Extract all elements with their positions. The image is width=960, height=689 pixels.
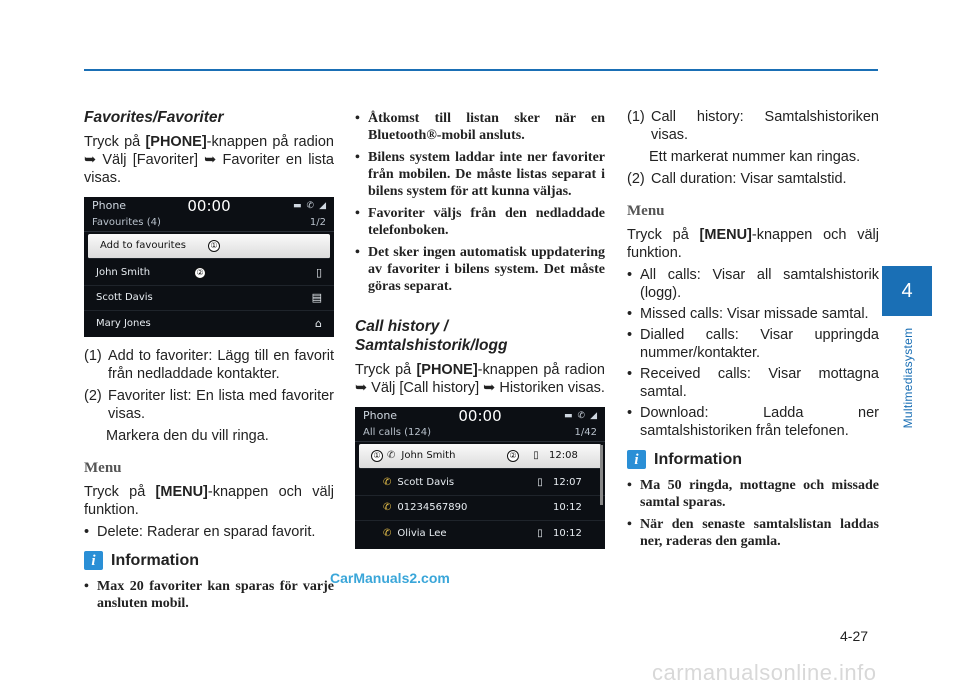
top-rule [84, 69, 878, 71]
favorite-item-mary-jones[interactable]: Mary Jones ⌂ [84, 311, 334, 336]
watermark-carmanuals2: CarManuals2.com [330, 570, 450, 586]
scrollbar[interactable] [600, 445, 603, 505]
office-icon: ▤ [311, 291, 322, 304]
favorites-numbered-list: (1) Add to favoriter: Lägg till en favorit från nedladdade kontakter. (2) Favoriter list: En lista med favoriter visas. [84, 348, 334, 422]
mobile-icon: ▯ [315, 266, 322, 279]
information-heading: i Information [84, 551, 334, 570]
callout-1: ① [371, 450, 383, 462]
menu-bullets: • Delete: Raderar en sparad favorit. [84, 523, 334, 541]
signal-icon: ◢ [319, 200, 326, 211]
select-note: Markera den du vill ringa. [106, 428, 269, 444]
call-icon: ✆ [383, 527, 392, 539]
call-item-john-smith[interactable]: ① ✆ John Smith ② ▯ 12:08 [359, 444, 601, 469]
home-icon: ⌂ [315, 316, 322, 330]
list-header: All calls (124) 1/42 [355, 424, 605, 442]
battery-icon: ▬ [564, 410, 573, 421]
menu-heading: Menu [84, 460, 122, 476]
add-to-favourites-item[interactable]: Add to favourites ① [88, 234, 330, 259]
signal-icon: ◢ [590, 410, 597, 421]
information-bullets: • Max 20 favoriter kan sparas för varje ansluten mobil. [84, 578, 334, 612]
call-item-olivia-lee[interactable]: ✆ Olivia Lee ▯ 10:12 [355, 521, 605, 546]
call-history-heading: Call history / Samtalshistorik/logg [355, 318, 508, 354]
call-item-number[interactable]: ✆ 01234567890 10:12 [355, 496, 605, 521]
call-note: Ett markerat nummer kan ringas. [649, 149, 861, 165]
call-history-screen [355, 407, 605, 549]
favorites-paragraph: Tryck på [PHONE]-knappen på radion ➥ Välj [Favoriter] ➥ Favoriter en lista visas. [84, 134, 334, 186]
callout-1: ① [208, 240, 220, 252]
chapter-label: Multimediasystem [901, 327, 915, 429]
page-number: 4-27 [840, 628, 869, 644]
information-bullets: • Ma 50 ringda, mottagne och missade samtal sparas. • När den senaste samtalslistan laddas ner, raderas den gamla. [627, 477, 879, 550]
mobile-icon: ▯ [533, 450, 539, 461]
watermark-carmanualsonline: carmanualsonline.info [652, 660, 877, 685]
phone-icon: ✆ [577, 410, 586, 421]
column-3: (1) Call history: Samtalshistoriken visas. Ett markerat nummer kan ringas. (2) Call duration: Visar samtalstid. Menu Tryck på [MENU]-knappen och välj funktion. • All calls: Visar all samtalshistorik (logg). • Missed calls: Visar missade samtal. • Dialled calls: Visar uppringda nummer/kontakter. • Received calls: Visar mottagna samtal. • Download: Ladda ner samtalshistoriken från telefonen. i Information • Ma 50 ringda, mottagne och missade samtal sparas. • När den senaste samtalslistan laddas ner, raderas den gamla. [627, 108, 879, 555]
column-2 [355, 108, 605, 549]
call-item-scott-davis[interactable]: ✆ Scott Davis ▯ 12:07 [355, 471, 605, 496]
info-icon: i [627, 450, 646, 469]
call-icon: ✆ [387, 450, 396, 461]
menu-bullets: • All calls: Visar all samtalshistorik (logg). • Missed calls: Visar missade samtal. • Dialled calls: Visar uppringda nummer/kontakter. • Received calls: Visar mottagna samtal. • Download: Ladda ner samtalshistoriken från telefonen. [627, 266, 879, 440]
info-icon: i [84, 551, 103, 570]
favorite-item-scott-davis[interactable]: Scott Davis ▤ [84, 286, 334, 311]
callout-2: ② [194, 267, 206, 279]
mobile-icon: ▯ [537, 527, 543, 539]
list-header: Favourites (4) 1/2 [84, 214, 334, 232]
column-1 [84, 108, 334, 617]
call-history-numbered-list: (1) Call history: Samtalshistoriken visas. [627, 109, 879, 143]
battery-icon: ▬ [293, 200, 302, 211]
menu-paragraph: Tryck på [MENU]-knappen och välj funktion. [84, 484, 334, 518]
clock: 00:00 [458, 407, 502, 425]
status-bar: Phone 00:00 ▬ ✆ ◢ [92, 197, 326, 215]
information-heading: i Information [627, 450, 879, 469]
menu-paragraph: Tryck på [MENU]-knappen och välj funktion. [627, 227, 879, 261]
phone-icon: ✆ [306, 200, 315, 211]
favorites-heading: Favorites/Favoriter [84, 109, 224, 126]
call-icon: ✆ [383, 477, 392, 488]
clock: 00:00 [187, 197, 231, 215]
mobile-icon: ▯ [537, 477, 543, 488]
chapter-tab: 4 [882, 266, 932, 316]
call-history-paragraph: Tryck på [PHONE]-knappen på radion ➥ Välj [Call history] ➥ Historiken visas. [355, 362, 605, 396]
favorites-notes: • Åtkomst till listan sker när en Bluetooth®-mobil ansluts. • Bilens system laddar inte ner favoriter från mobilen. De måste listas separat i bilens system för att kunna väljas. • Favoriter väljs från den nedladdade telefonboken. • Det sker ingen automatisk uppdatering av favoriter i bilens system. Det måste göras separat. [355, 110, 605, 295]
status-bar: Phone 00:00 ▬ ✆ ◢ [363, 407, 597, 425]
callout-2: ② [507, 450, 519, 462]
favorite-item-john-smith[interactable]: John Smith ② ▯ [84, 261, 334, 286]
call-icon: ✆ [383, 502, 392, 513]
menu-heading: Menu [627, 203, 665, 219]
favorites-screen [84, 197, 334, 337]
